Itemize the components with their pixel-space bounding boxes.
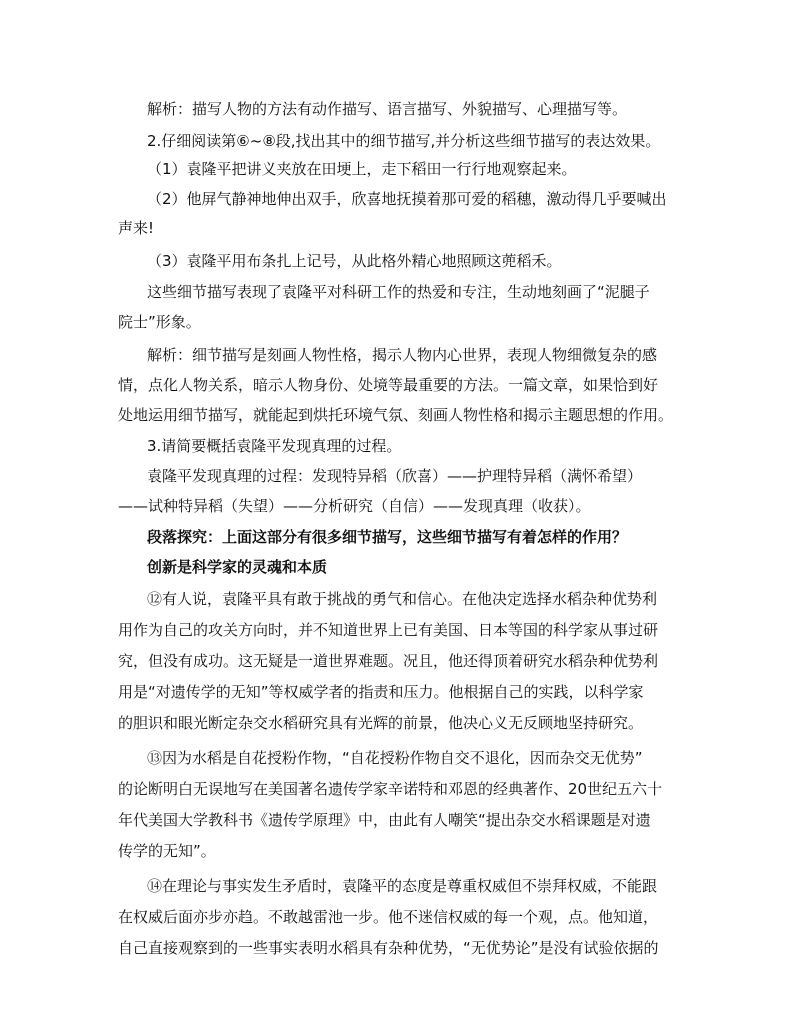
paragraph-13-line-1: ⑬因为水稻是自花授粉作物，“自花授粉作物自交不退化，因而杂交无优势” [147, 749, 643, 767]
paragraph-14-line-3: 自己直接观察到的一些事实表明水稻具有杂种优势，“无优势论”是没有试验依据的 [118, 939, 659, 957]
question-2: 2.仔细阅读第⑥~⑧段,找出其中的细节描写,并分析这些细节描写的表达效果。 [147, 132, 661, 150]
paragraph-12-line-2: 用作为自己的攻关方向时，并不知道世界上已有美国、日本等国的科学家从事过研 [118, 621, 659, 639]
paragraph-14-line-1: ⑭在理论与事实发生矛盾时，袁隆平的态度是尊重权威但不崇拜权威，不能跟 [147, 877, 658, 895]
paragraph-12-line-5: 的胆识和眼光断定杂交水稻研究具有光辉的前景，他决心义无反顾地坚持研究。 [118, 714, 644, 732]
paragraph-14-line-2: 在权威后面亦步亦趋。不敢越雷池一步。他不迷信权威的每一个观，点。他知道， [118, 908, 659, 926]
paragraph-12-line-1: ⑫有人说，袁隆平具有敢于挑战的勇气和信心。在他决定选择水稻杂种优势利 [147, 590, 658, 608]
paragraph-12-line-3: 究，但没有成功。这无疑是一道世界难题。况且，他还得顶着研究水稻杂种优势利 [118, 652, 659, 670]
analysis-2-line-2: 情，点化人物关系，暗示人物身份、处境等最重要的方法。一篇文章，如果恰到好 [118, 376, 659, 394]
detail-1: （1）袁隆平把讲义夹放在田埂上，走下稻田一行行地观察起来。 [147, 160, 577, 178]
detail-2-line-2: 声来! [118, 219, 155, 237]
paragraph-13-line-4: 传学的无知”。 [118, 842, 216, 860]
section-title: 创新是科学家的灵魂和本质 [147, 558, 328, 576]
detail-2-line-1: （2）他屏气静神地伸出双手，欣喜地抚摸着那可爱的稻穗，激动得几乎要喊出 [147, 190, 667, 208]
analysis-2-line-1: 解析：细节描写是刻画人物性格，揭示人物内心世界，表现人物细微复杂的感 [147, 346, 658, 364]
analysis-2-line-3: 处地运用细节描写，就能起到烘托环境气氛、刻画人物性格和揭示主题思想的作用。 [118, 406, 674, 424]
process-line-2: ——试种特异稻（失望）——分析研究（自信）——发现真理（收获）。 [118, 497, 591, 515]
effect-line-1: 这些细节描写表现了袁隆平对科研工作的热爱和专注，生动地刻画了“泥腿子 [147, 283, 650, 301]
question-3: 3.请简要概括袁隆平发现真理的过程。 [147, 437, 402, 455]
detail-3: （3）袁隆平用布条扎上记号，从此格外精心地照顾这蔸稻禾。 [147, 252, 562, 270]
paragraph-explore-heading: 段落探究：上面这部分有很多细节描写，这些细节描写有着怎样的作用？ [147, 528, 628, 546]
process-line-1: 袁隆平发现真理的过程：发现特异稻（欣喜）——护理特异稻（满怀希望） [147, 467, 643, 485]
analysis-1: 解析：描写人物的方法有动作描写、语言描写、外貌描写、心理描写等。 [147, 100, 628, 118]
paragraph-13-line-3: 年代美国大学教科书《遗传学原理》中，由此有人嘲笑“提出杂交水稻课题是对遗 [118, 811, 651, 829]
effect-line-2: 院士”形象。 [118, 313, 201, 331]
paragraph-13-line-2: 的论断明白无误地写在美国著名遗传学家辛诺特和邓恩的经典著作、20世纪五六十 [118, 780, 663, 798]
paragraph-12-line-4: 用是“对遗传学的无知”等权威学者的指责和压力。他根据自己的实践，以科学家 [118, 683, 644, 701]
